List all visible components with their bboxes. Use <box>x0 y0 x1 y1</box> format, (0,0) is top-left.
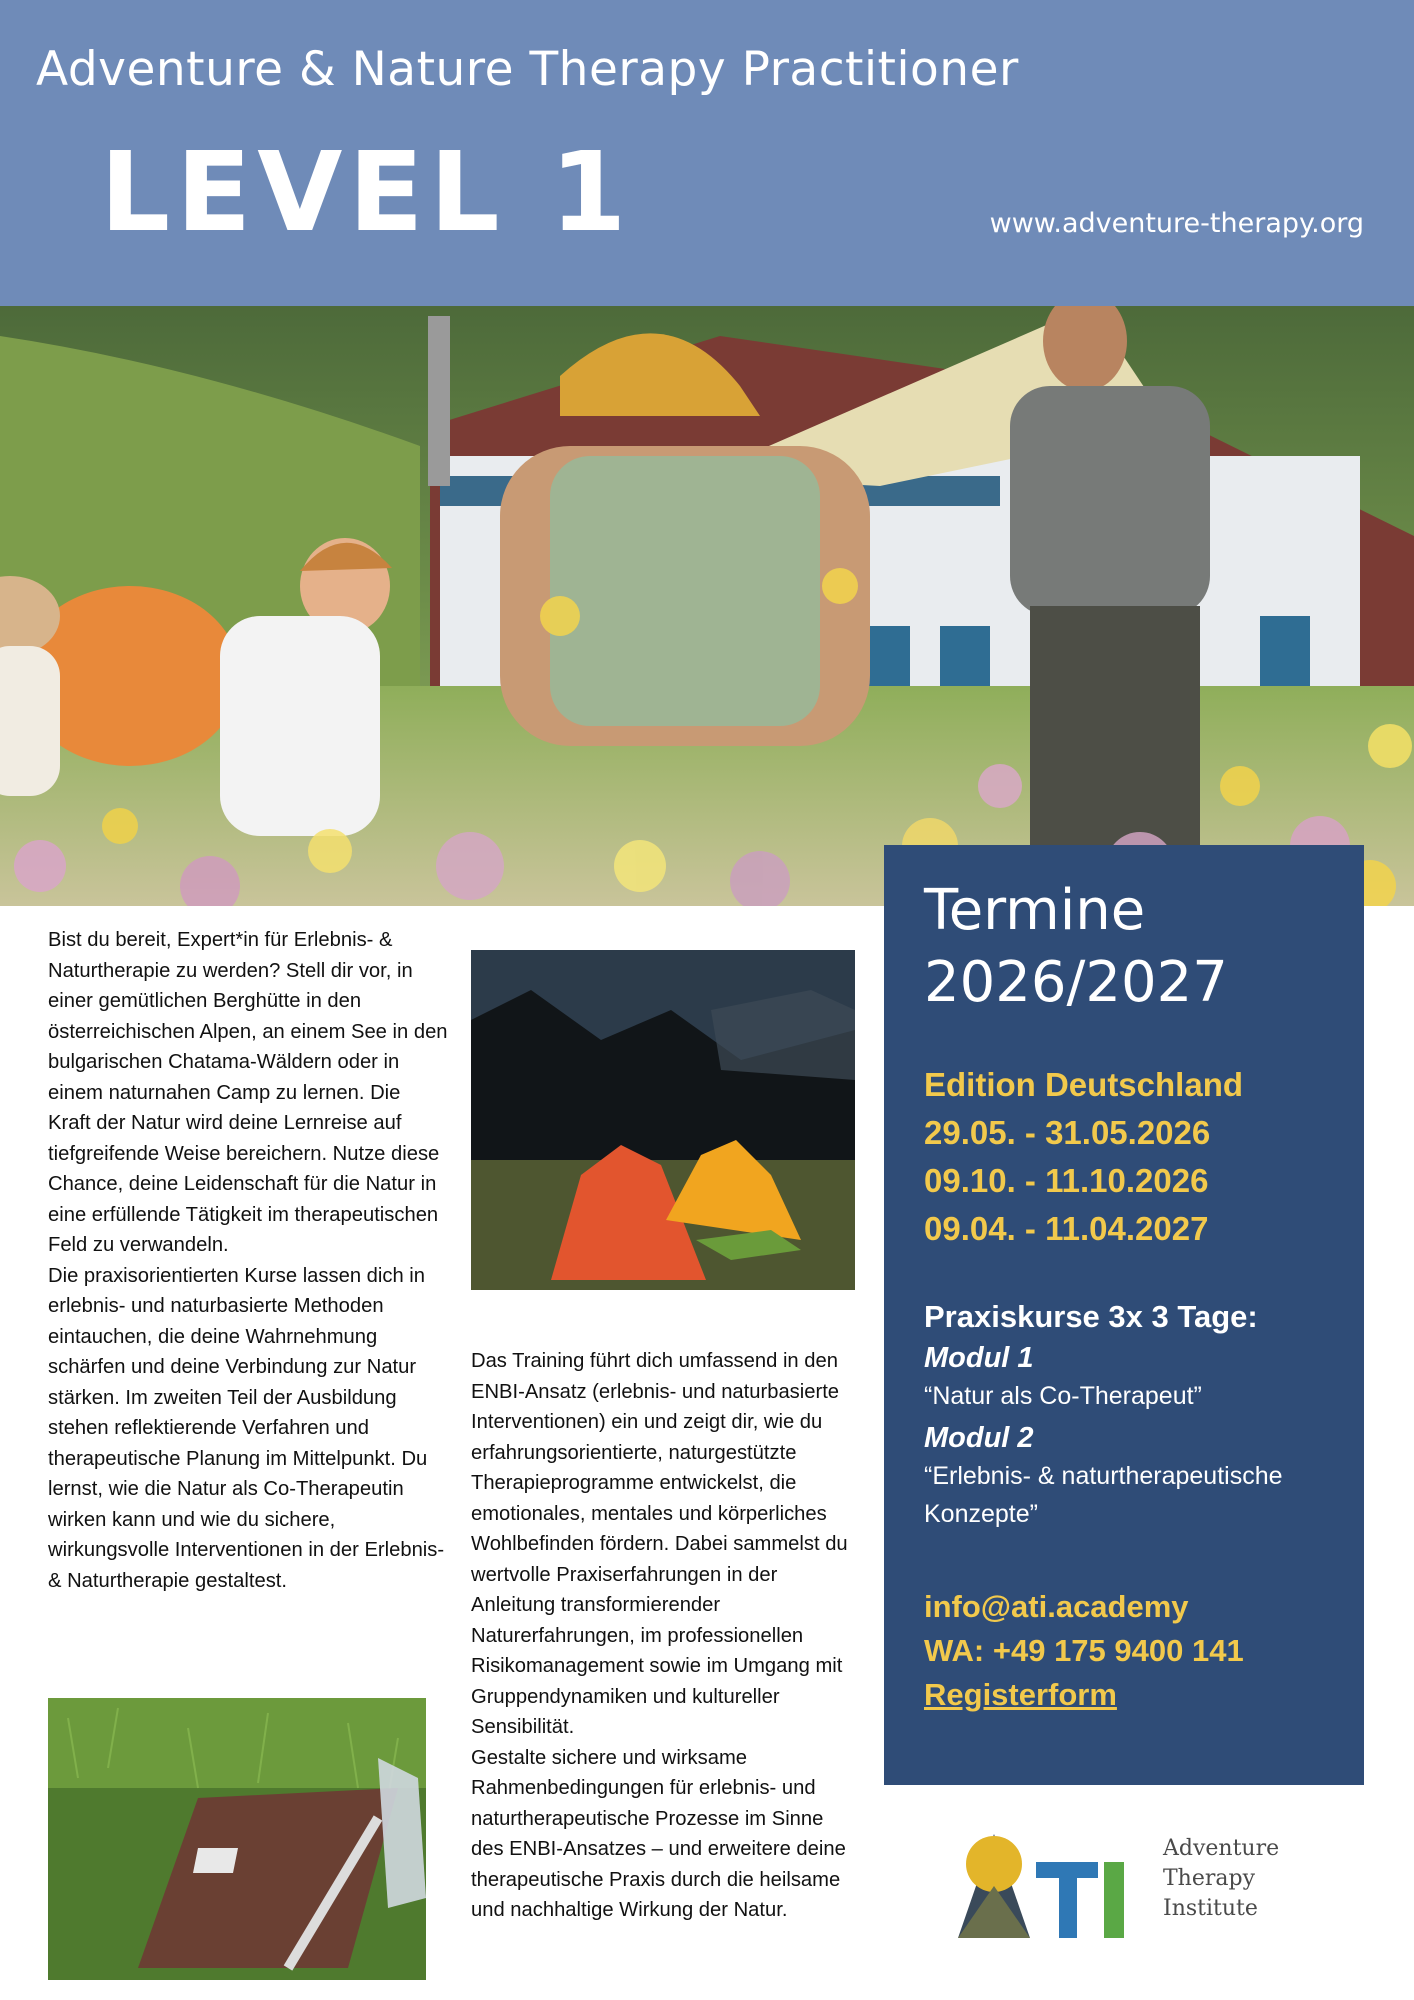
date-item: 09.10. - 11.10.2026 <box>924 1162 1209 1199</box>
logo-line-1: Adventure <box>1163 1836 1280 1861</box>
edition-label: Edition Deutschland <box>924 1066 1244 1103</box>
module-1-description: “Natur als Co-Therapeut” <box>924 1382 1202 1410</box>
logo-wordmark <box>1163 1834 1279 1924</box>
register-form-link[interactable]: Registerform <box>924 1677 1117 1712</box>
logo-line-2: Therapy <box>1163 1866 1256 1891</box>
praxis-heading: Praxiskurse 3x 3 Tage: <box>924 1299 1258 1334</box>
contact-block <box>924 1585 1324 1717</box>
notebook-photo <box>48 1698 426 1980</box>
header-banner <box>0 0 1414 306</box>
tents-photo <box>471 950 855 1290</box>
termine-title: Termine <box>924 878 1146 943</box>
ati-logo-mark <box>958 1826 1158 1946</box>
website-link[interactable]: www.adventure-therapy.org <box>989 208 1364 239</box>
module-2-name: Modul 2 <box>924 1422 1034 1454</box>
email-link[interactable]: info@ati.academy <box>924 1589 1189 1624</box>
training-text-block <box>471 1346 861 1926</box>
date-item: 29.05. - 31.05.2026 <box>924 1114 1211 1151</box>
training-paragraph-2: Gestalte sichere und wirksame Rahmenbedingungen für erlebnis- und naturtherapeutische Prozesse im Sinne des ENBI-Ansatzes – und erweitere deine therapeutische Praxis durch die heilsame und nachhaltige Wirkung der Natur. <box>471 1746 846 1921</box>
whatsapp-number[interactable]: WA: +49 175 9400 141 <box>924 1633 1244 1668</box>
intro-paragraph-1: Bist du bereit, Expert*in für Erlebnis- & Naturtherapie zu werden? Stell dir vor, in einer gemütlichen Berghütte in den österreichischen Alpen, an einem See in den bulgarischen Chatama-Wäldern oder in einem naturnahen Camp zu lernen. Die Kraft der Natur wird deine Lernreise auf tiefgreifende Weise bereichern. Nutze diese Chance, deine Leidenschaft für die Natur in eine erfüllende Tätigkeit im therapeutischen Feld zu verwandeln. <box>48 929 448 1256</box>
termine-year: 2026/2027 <box>924 950 1228 1015</box>
intro-text-block <box>48 925 448 1596</box>
hero-photo <box>0 306 1414 906</box>
date-item: 09.04. - 11.04.2027 <box>924 1210 1209 1247</box>
module-2-description: “Erlebnis- & naturtherapeutische Konzepte” <box>924 1462 1283 1528</box>
training-paragraph-1: Das Training führt dich umfassend in den ENBI-Ansatz (erlebnis- und naturbasierte Interventionen) ein und zeigt dir, wie du erfahrungsorientierte, naturgestützte Therapieprogramme entwickelst, die emotionales, mentales und körperliches Wohlbefinden fördern. Dabei sammelst du wertvolle Praxiserfahrungen in der Anleitung transformierender Naturerfahrungen, im professionellen Risikomanagement sowie im Umgang mit Gruppendynamiken und kultureller Sensibilität. <box>471 1350 848 1738</box>
termine-panel <box>884 845 1364 1785</box>
ati-logo <box>958 1826 1288 1946</box>
module-1-name: Modul 1 <box>924 1342 1034 1374</box>
logo-line-3: Institute <box>1163 1896 1258 1921</box>
level-title: LEVEL 1 <box>100 128 633 256</box>
program-subtitle: Adventure & Nature Therapy Practitioner <box>36 42 1019 97</box>
intro-paragraph-2: Die praxisorientierten Kurse lassen dich in erlebnis- und naturbasierte Methoden eintauchen, die deine Wahrnehmung schärfen und deine Verbindung zur Natur stärken. Im zweiten Teil der Ausbildung stehen reflektierende Verfahren und therapeutische Planung im Mittelpunkt. Du lernst, wie die Natur als Co-Therapeutin wirken kann und wie du sichere, wirkungsvolle Interventionen in der Erlebnis- & Naturtherapie gestaltest. <box>48 1264 445 1592</box>
